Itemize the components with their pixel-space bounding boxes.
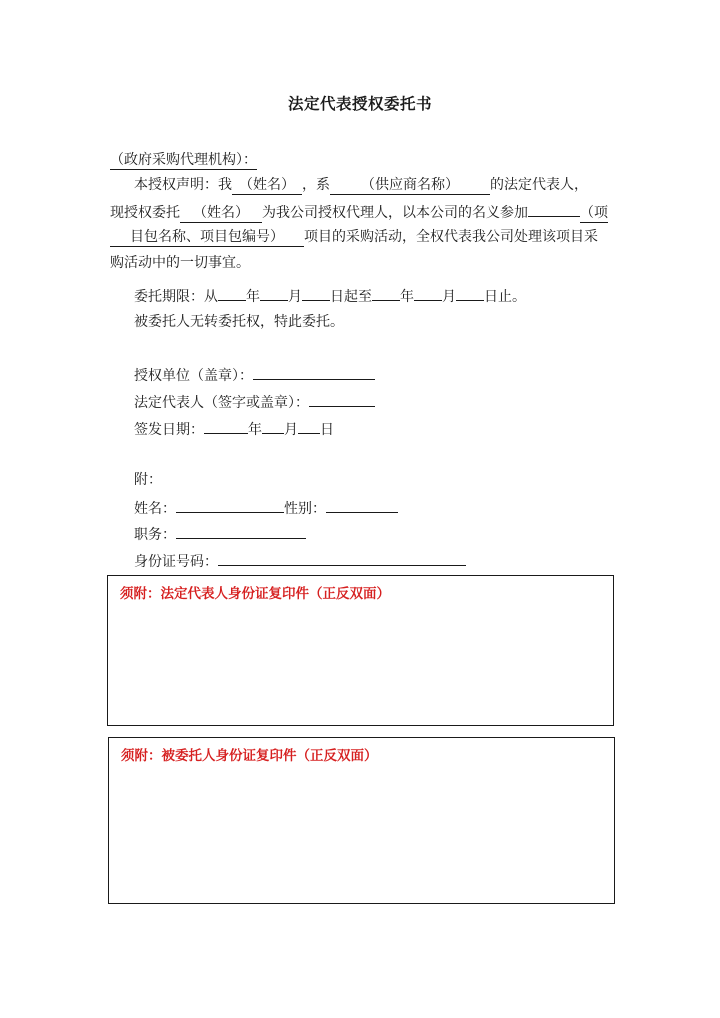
issue-day-field[interactable]	[298, 418, 320, 434]
statement-line-1	[134, 175, 588, 195]
agent-id-copy-box[interactable]	[108, 737, 615, 904]
name-gender-line	[134, 497, 398, 519]
name-label: 姓名：	[134, 501, 176, 517]
term-year1: 年	[246, 289, 260, 305]
representative-name-field[interactable]: （姓名）	[232, 176, 302, 195]
issue-date-label: 签发日期：	[134, 422, 204, 438]
statement-mid: ，系	[302, 177, 330, 193]
no-transfer-line: 被委托人无转委托权，特此委托。	[134, 314, 344, 330]
term-end-day-field[interactable]	[456, 285, 484, 301]
position-label: 职务：	[134, 527, 176, 543]
statement-suffix: 的法定代表人，	[490, 177, 588, 193]
term-day2: 日止。	[484, 289, 526, 305]
term-start-day-field[interactable]	[302, 285, 330, 301]
legal-rep-id-copy-label: 须附：法定代表人身份证复印件（正反双面）	[120, 586, 390, 602]
issue-date-line	[134, 418, 334, 440]
project-field-end[interactable]: 目包名称、项目包编号）	[110, 228, 304, 247]
issue-year-field[interactable]	[204, 418, 248, 434]
legal-rep-label: 法定代表人（签字或盖章）：	[134, 395, 309, 411]
statement-line3-suffix: 项目的采购活动，全权代表我公司处理该项目采	[304, 229, 598, 245]
authorizing-unit-field[interactable]	[253, 364, 375, 380]
page-title: 法定代表授权委托书	[287, 95, 432, 113]
statement-line-4: 购活动中的一切事宜。	[110, 255, 250, 271]
appendix-label: 附：	[134, 472, 162, 488]
term-start-month-field[interactable]	[260, 285, 288, 301]
project-field-start[interactable]: （项	[580, 205, 608, 221]
project-blank[interactable]	[528, 201, 580, 217]
gender-label: 性别：	[284, 501, 326, 517]
authorizing-unit-label: 授权单位（盖章）：	[134, 368, 253, 384]
name-field[interactable]	[176, 497, 284, 513]
id-number-field[interactable]	[218, 550, 466, 566]
issue-day-label: 日	[320, 422, 334, 438]
position-field[interactable]	[176, 523, 306, 539]
authorizing-unit-line	[134, 364, 375, 386]
agency-line	[110, 150, 257, 170]
term-prefix: 委托期限：从	[134, 289, 218, 305]
term-month1: 月	[288, 289, 302, 305]
statement-prefix: 本授权声明：我	[134, 177, 232, 193]
legal-rep-signature-field[interactable]	[309, 391, 375, 407]
term-line	[134, 285, 526, 307]
position-line	[134, 523, 306, 545]
statement-line-2	[110, 201, 608, 223]
legal-rep-id-copy-box[interactable]	[107, 575, 614, 726]
id-number-line	[134, 550, 466, 572]
term-end-month-field[interactable]	[414, 285, 442, 301]
agent-id-copy-label: 须附：被委托人身份证复印件（正反双面）	[121, 748, 378, 764]
agency-field[interactable]: （政府采购代理机构）：	[110, 152, 257, 168]
issue-month-label: 月	[284, 422, 298, 438]
issue-month-field[interactable]	[262, 418, 284, 434]
id-number-label: 身份证号码：	[134, 554, 218, 570]
term-start-year-field[interactable]	[218, 285, 246, 301]
term-year2: 年	[400, 289, 414, 305]
supplier-name-field[interactable]: （供应商名称）	[330, 176, 490, 195]
agent-name-field[interactable]: （姓名）	[180, 204, 262, 223]
gender-field[interactable]	[326, 497, 398, 513]
statement-line2-prefix: 现授权委托	[110, 205, 180, 221]
statement-line-3	[110, 227, 598, 247]
issue-year-label: 年	[248, 422, 262, 438]
statement-line2-mid: 为我公司授权代理人，以本公司的名义参加	[262, 205, 528, 221]
legal-rep-line	[134, 391, 375, 413]
term-day1: 日起至	[330, 289, 372, 305]
term-month2: 月	[442, 289, 456, 305]
term-end-year-field[interactable]	[372, 285, 400, 301]
